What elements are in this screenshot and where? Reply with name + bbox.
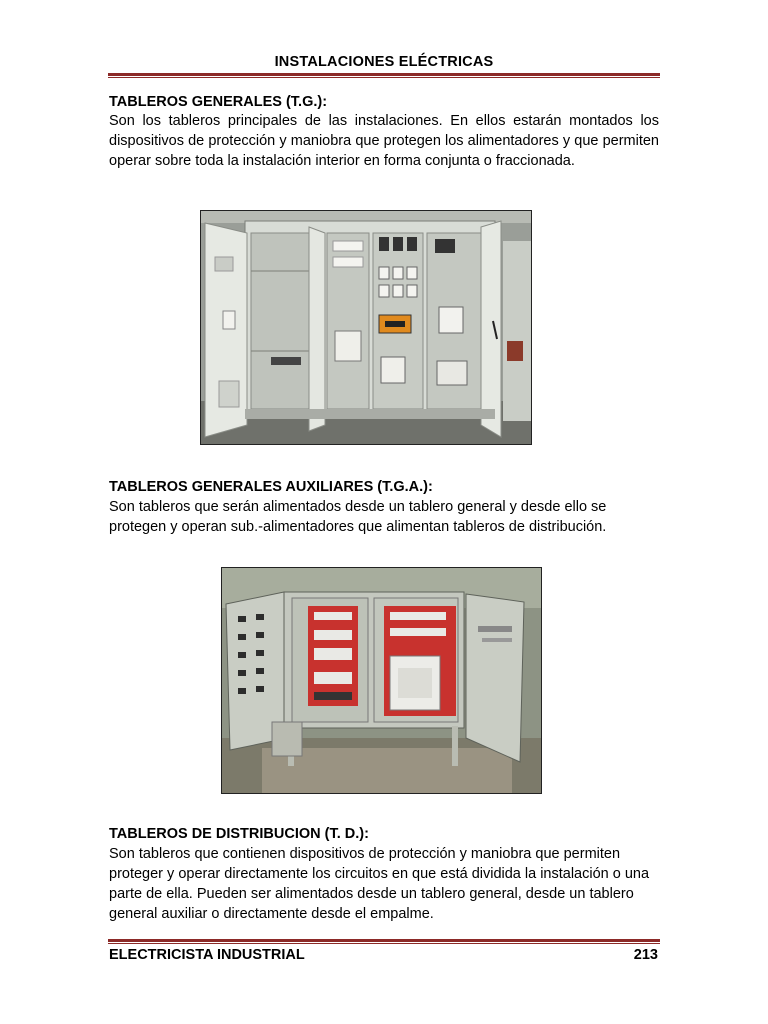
photo-auxiliary-switchboard [221, 567, 542, 794]
footer-rule [108, 939, 660, 944]
page-header-title: INSTALACIONES ELÉCTRICAS [274, 54, 494, 70]
header-rule [108, 73, 660, 78]
photo-general-switchboard [200, 210, 532, 445]
page-number: 213 [633, 947, 658, 963]
section-body-tg: Son los tableros principales de las instalaciones. En ellos estarán montados los dispositivos de protección y maniobra que protegen los alimentadores y que permiten operar sobre toda la instalación interior en forma conjunta o fraccionada. [109, 113, 659, 169]
section-heading-td: TABLEROS DE DISTRIBUCION (T. D.): [109, 826, 369, 842]
section-body-tga: Son tableros que serán alimentados desde un tablero general y desde ello se protegen y operan sub.-alimentadores que alimentan tableros de distribución. [109, 499, 607, 535]
section-body-td: Son tableros que contienen dispositivos de protección y maniobra que permiten proteger y operar directamente los circuitos en que está dividida la instalación o una parte de ella. Pueden ser alimentados desde un tablero general, desde un tablero general auxiliar o directamente desde el empalme. [109, 846, 650, 922]
section-heading-tga: TABLEROS GENERALES AUXILIARES (T.G.A.): [109, 479, 433, 495]
footer-label: ELECTRICISTA INDUSTRIAL [109, 947, 305, 963]
section-heading-tg: TABLEROS GENERALES (T.G.): [109, 94, 328, 110]
